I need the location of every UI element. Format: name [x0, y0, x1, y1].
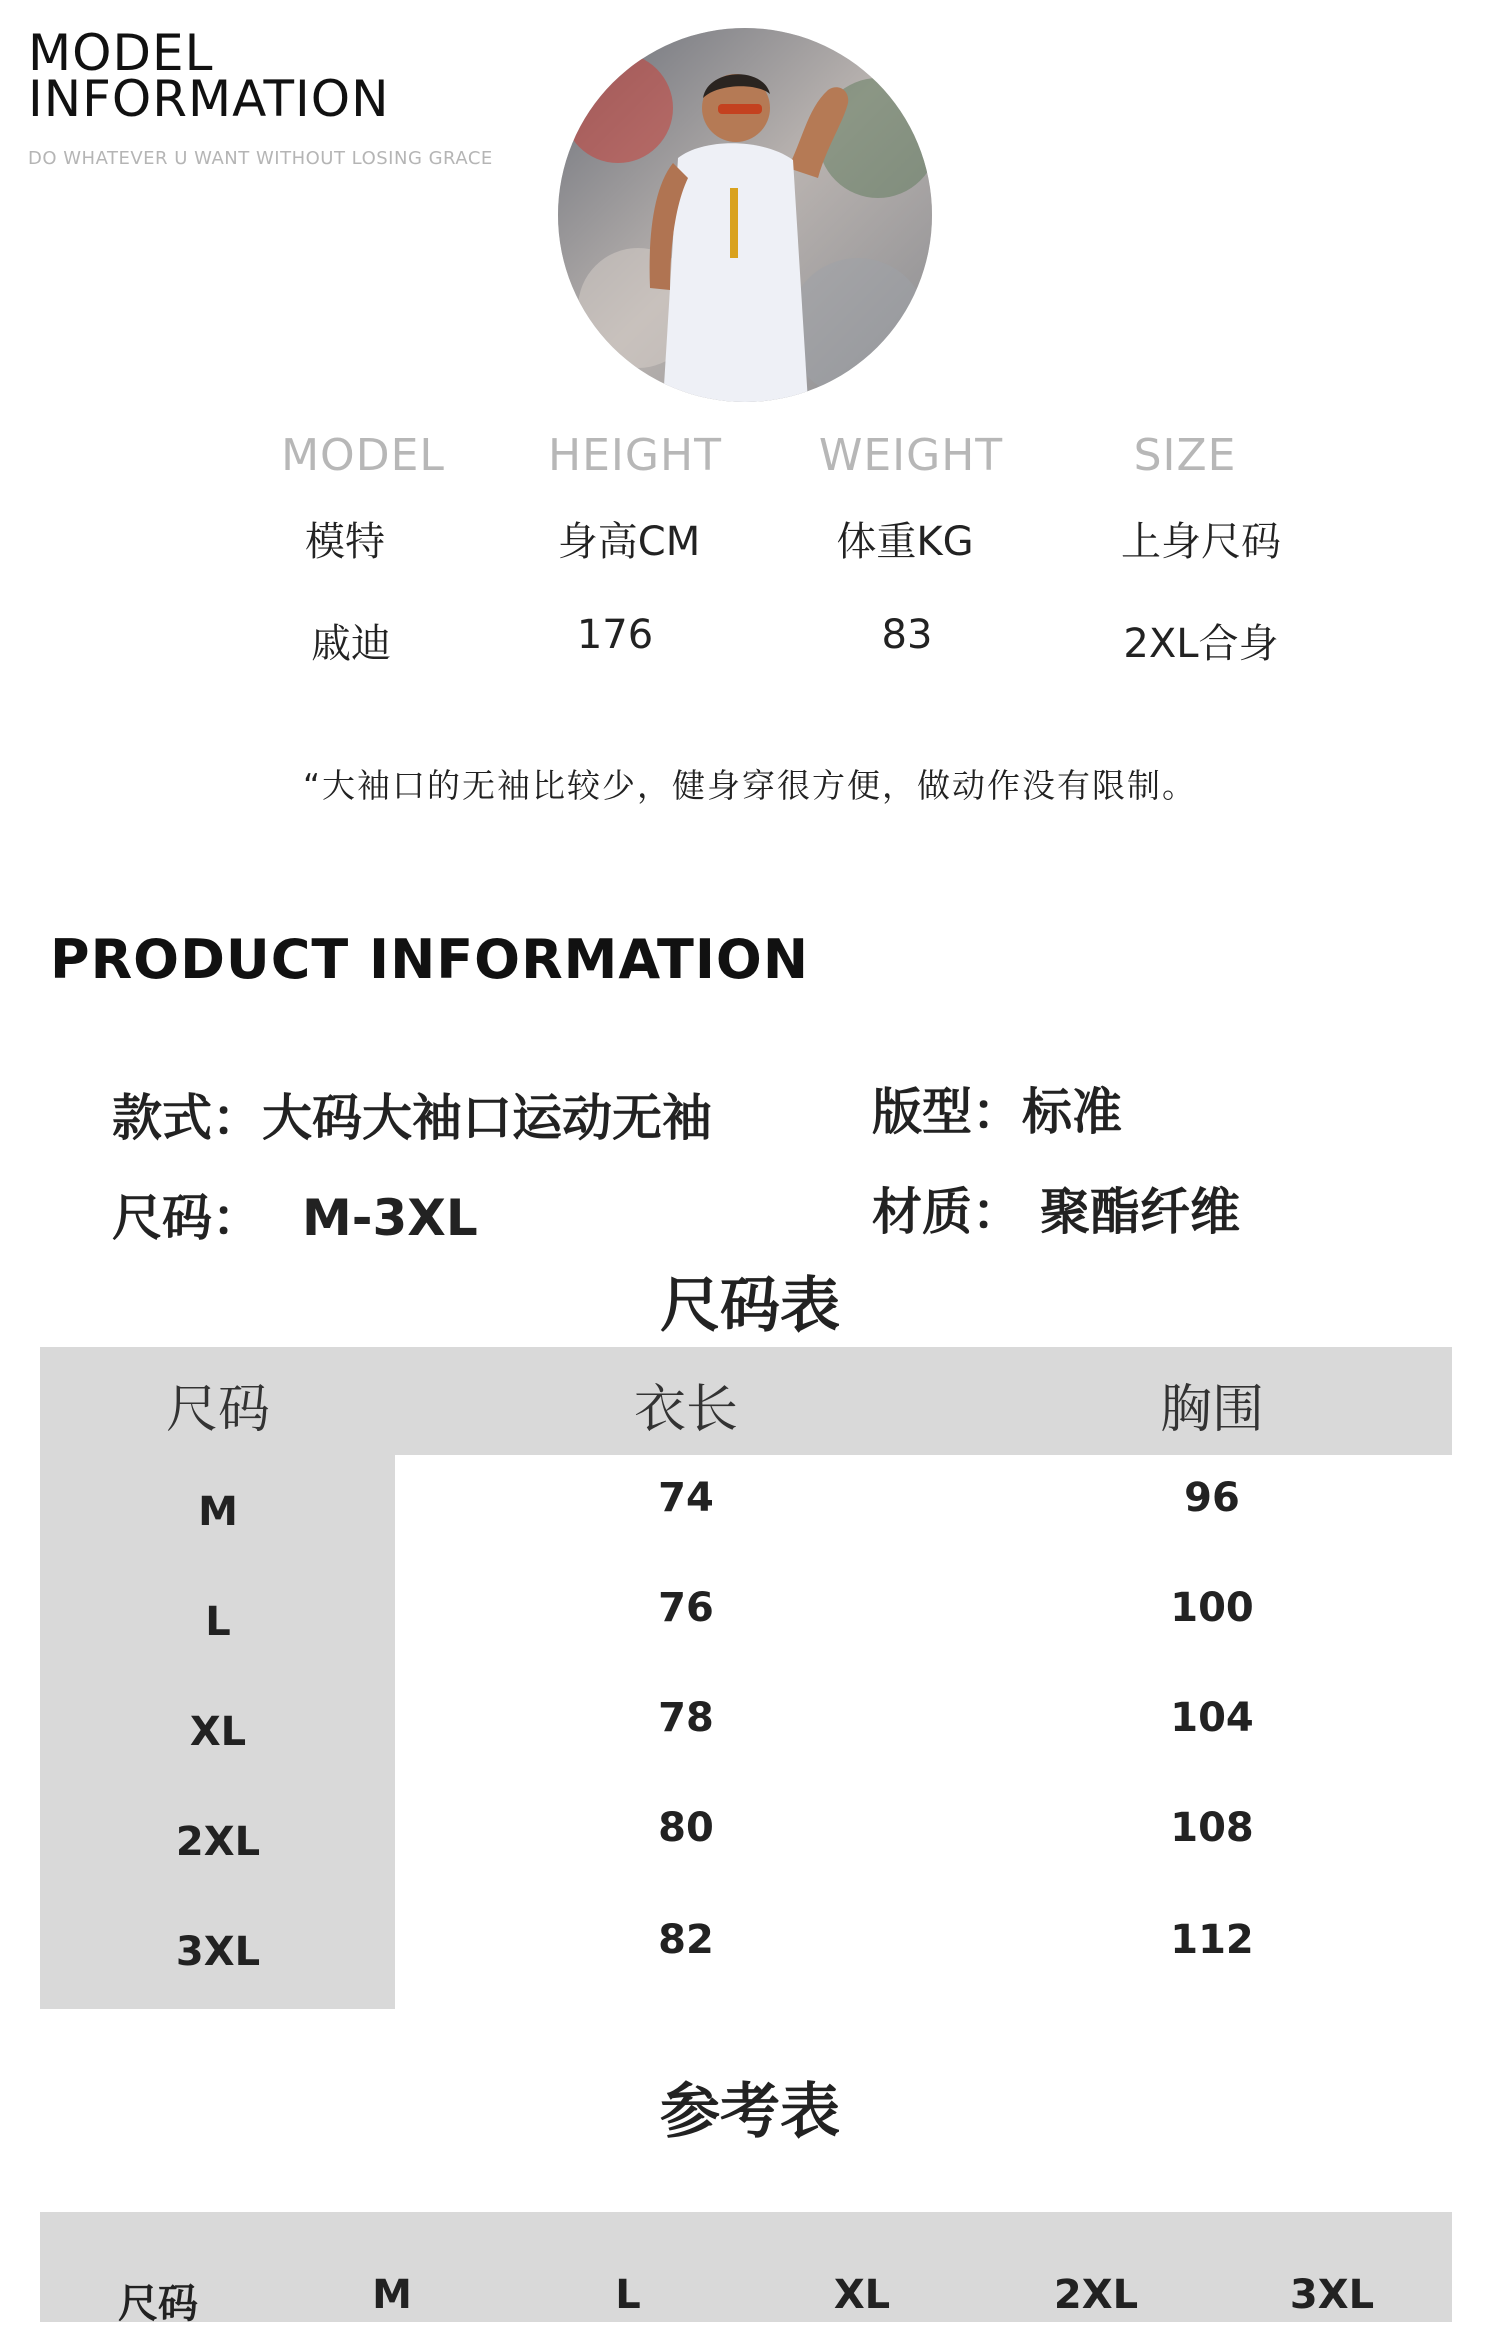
- reference-chart-title: 参考表: [660, 2077, 840, 2147]
- size-chart-row-m-chest: 96: [1184, 1475, 1240, 1521]
- size-chart-row-xl-size: XL: [189, 1709, 247, 1755]
- product-style-value: 大码大袖口运动无袖: [262, 1089, 712, 1147]
- size-chart-row-m-length: 74: [658, 1475, 714, 1521]
- size-chart-title: 尺码表: [660, 1271, 840, 1341]
- size-chart-row-3xl-length: 82: [658, 1917, 714, 1963]
- reference-header-3xl: 3XL: [1289, 2272, 1375, 2318]
- product-fit-label: 版型：: [872, 1083, 1022, 1141]
- size-chart-header-chest: 胸围: [1159, 1380, 1264, 1440]
- product-fit-row: [872, 1072, 1122, 1144]
- size-chart-header-size: 尺码: [165, 1380, 270, 1440]
- product-material-label: 材质：: [872, 1183, 1022, 1241]
- product-style-label: 款式：: [112, 1089, 262, 1147]
- model-value-weight: 83: [881, 612, 933, 658]
- size-chart-row-xl-length: 78: [658, 1695, 714, 1741]
- reference-header-l: L: [615, 2272, 641, 2318]
- model-header-height: HEIGHT: [548, 430, 722, 481]
- reference-header-2xl: 2XL: [1053, 2272, 1139, 2318]
- product-size-row: [112, 1178, 478, 1250]
- size-chart-row-l-length: 76: [658, 1585, 714, 1631]
- size-chart-row-3xl-size: 3XL: [175, 1929, 261, 1975]
- model-header-weight: WEIGHT: [818, 430, 1004, 481]
- model-value-name: 戚迪: [311, 621, 391, 667]
- model-info-tagline: DO WHATEVER U WANT WITHOUT LOSING GRACE: [28, 148, 493, 169]
- model-value-height: 176: [576, 612, 654, 658]
- model-value-size: 2XL合身: [1123, 621, 1279, 667]
- size-chart-row-xl-chest: 104: [1170, 1695, 1254, 1741]
- product-size-label: 尺码：: [112, 1189, 262, 1247]
- product-style-row: [112, 1078, 712, 1150]
- model-quote: “大袖口的无袖比较少，健身穿很方便，做动作没有限制。: [302, 766, 1198, 805]
- model-header-size: SIZE: [1133, 430, 1237, 481]
- size-chart-row-2xl-chest: 108: [1170, 1805, 1254, 1851]
- size-chart-header-length: 衣长: [633, 1380, 738, 1440]
- product-material-row: [872, 1172, 1240, 1244]
- size-chart-row-l-chest: 100: [1170, 1585, 1254, 1631]
- size-chart-row-l-size: L: [205, 1599, 231, 1645]
- product-fit-value: 标准: [1022, 1083, 1122, 1141]
- reference-header-m: M: [372, 2272, 412, 2318]
- model-portrait: [558, 28, 932, 402]
- model-subheader-size: 上身尺码: [1121, 519, 1281, 565]
- model-header-model: MODEL: [281, 430, 445, 481]
- reference-header-xl: XL: [833, 2272, 891, 2318]
- product-size-value: M-3XL: [302, 1189, 478, 1247]
- model-subheader-height: 身高CM: [557, 519, 701, 565]
- size-chart-row-m-size: M: [198, 1489, 238, 1535]
- model-subheader-model: 模特: [305, 519, 385, 565]
- product-material-value: 聚酯纤维: [1040, 1183, 1240, 1241]
- size-chart-row-2xl-length: 80: [658, 1805, 714, 1851]
- model-info-title-line1: MODEL: [28, 24, 214, 82]
- model-info-title: [28, 24, 390, 128]
- product-info-title: PRODUCT INFORMATION: [50, 928, 810, 991]
- reference-header-size: 尺码: [118, 2281, 198, 2327]
- size-chart-table: [40, 1347, 1452, 2009]
- size-chart-row-2xl-size: 2XL: [175, 1819, 261, 1865]
- size-chart-row-3xl-chest: 112: [1170, 1917, 1254, 1963]
- model-info-title-line2: INFORMATION: [28, 70, 390, 128]
- model-portrait-illustration: [558, 28, 932, 402]
- model-subheader-weight: 体重KG: [836, 519, 974, 565]
